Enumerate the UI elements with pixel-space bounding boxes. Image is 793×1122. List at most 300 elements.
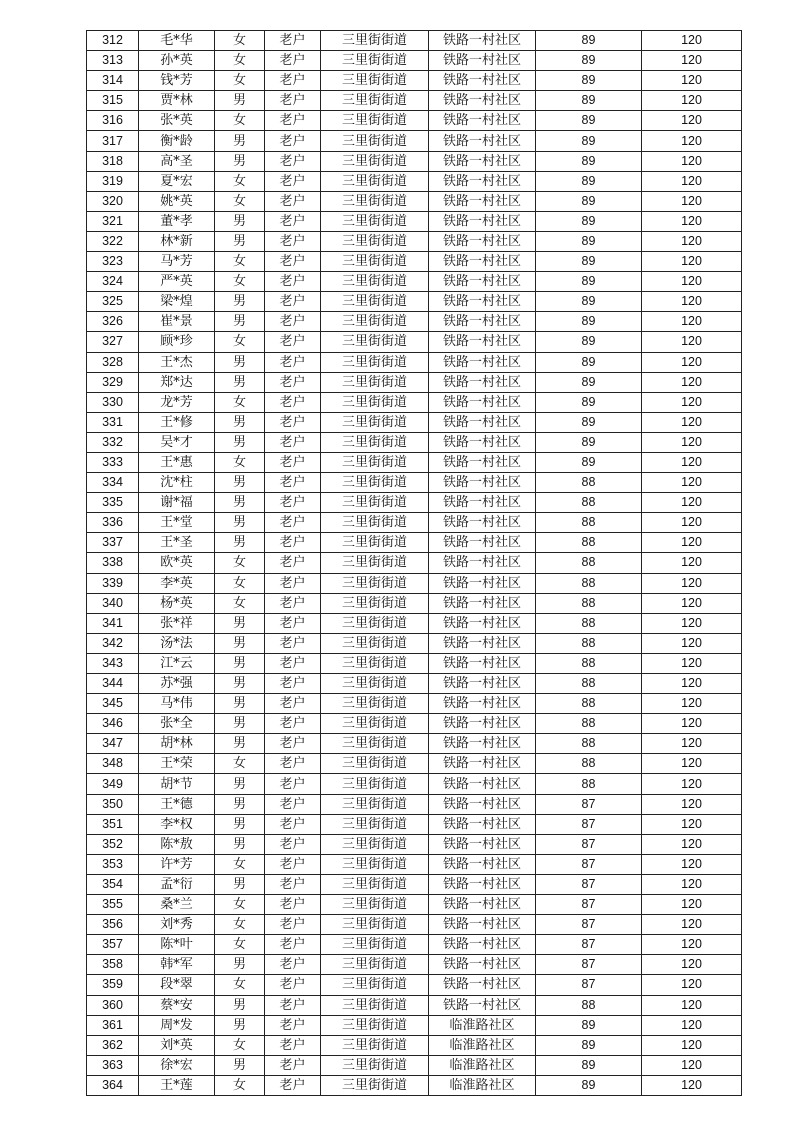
household-type-cell: 老户 [265,51,321,71]
community-cell: 铁路一村社区 [429,674,536,694]
street-cell: 三里街街道 [321,412,429,432]
street-cell: 三里街街道 [321,935,429,955]
age-cell: 89 [536,91,642,111]
amount-cell: 120 [642,834,742,854]
household-type-cell: 老户 [265,352,321,372]
seq-cell: 319 [87,171,139,191]
name-cell: 王*圣 [139,533,215,553]
seq-cell: 363 [87,1055,139,1075]
community-cell: 铁路一村社区 [429,814,536,834]
age-cell: 89 [536,1035,642,1055]
table-row [87,754,742,774]
table-row [87,432,742,452]
seq-cell: 348 [87,754,139,774]
age-cell: 89 [536,352,642,372]
street-cell: 三里街街道 [321,171,429,191]
gender-cell: 男 [215,292,265,312]
household-type-cell: 老户 [265,553,321,573]
household-type-cell: 老户 [265,854,321,874]
seq-cell: 318 [87,151,139,171]
seq-cell: 330 [87,392,139,412]
seq-cell: 324 [87,272,139,292]
community-cell: 铁路一村社区 [429,794,536,814]
amount-cell: 120 [642,935,742,955]
table-row [87,573,742,593]
household-type-cell: 老户 [265,292,321,312]
street-cell: 三里街街道 [321,111,429,131]
roster-table [86,30,742,1096]
name-cell: 段*翠 [139,975,215,995]
age-cell: 89 [536,231,642,251]
amount-cell: 120 [642,352,742,372]
amount-cell: 120 [642,653,742,673]
street-cell: 三里街街道 [321,573,429,593]
community-cell: 铁路一村社区 [429,854,536,874]
household-type-cell: 老户 [265,252,321,272]
street-cell: 三里街街道 [321,1035,429,1055]
seq-cell: 340 [87,593,139,613]
street-cell: 三里街街道 [321,834,429,854]
name-cell: 李*英 [139,573,215,593]
age-cell: 87 [536,794,642,814]
name-cell: 贾*林 [139,91,215,111]
gender-cell: 男 [215,774,265,794]
gender-cell: 女 [215,1075,265,1095]
community-cell: 临淮路社区 [429,1055,536,1075]
seq-cell: 362 [87,1035,139,1055]
table-body [87,31,742,1096]
community-cell: 铁路一村社区 [429,493,536,513]
amount-cell: 120 [642,1075,742,1095]
seq-cell: 352 [87,834,139,854]
age-cell: 89 [536,191,642,211]
table-row [87,1015,742,1035]
name-cell: 王*堂 [139,513,215,533]
name-cell: 梁*煌 [139,292,215,312]
name-cell: 陈*叶 [139,935,215,955]
table-row [87,633,742,653]
household-type-cell: 老户 [265,372,321,392]
household-type-cell: 老户 [265,493,321,513]
seq-cell: 316 [87,111,139,131]
gender-cell: 男 [215,412,265,432]
name-cell: 马*芳 [139,252,215,272]
amount-cell: 120 [642,252,742,272]
household-type-cell: 老户 [265,834,321,854]
table-row [87,452,742,472]
amount-cell: 120 [642,513,742,533]
household-type-cell: 老户 [265,231,321,251]
community-cell: 铁路一村社区 [429,573,536,593]
street-cell: 三里街街道 [321,653,429,673]
gender-cell: 女 [215,252,265,272]
table-row [87,392,742,412]
table-row [87,91,742,111]
table-row [87,854,742,874]
table-row [87,191,742,211]
community-cell: 铁路一村社区 [429,975,536,995]
household-type-cell: 老户 [265,171,321,191]
table-row [87,1035,742,1055]
amount-cell: 120 [642,211,742,231]
table-row [87,653,742,673]
name-cell: 欧*英 [139,553,215,573]
age-cell: 87 [536,915,642,935]
age-cell: 89 [536,312,642,332]
age-cell: 88 [536,473,642,493]
community-cell: 铁路一村社区 [429,272,536,292]
amount-cell: 120 [642,1055,742,1075]
name-cell: 高*圣 [139,151,215,171]
age-cell: 88 [536,613,642,633]
age-cell: 89 [536,272,642,292]
age-cell: 88 [536,674,642,694]
table-row [87,111,742,131]
community-cell: 铁路一村社区 [429,312,536,332]
community-cell: 铁路一村社区 [429,553,536,573]
street-cell: 三里街街道 [321,895,429,915]
amount-cell: 120 [642,1015,742,1035]
street-cell: 三里街街道 [321,754,429,774]
household-type-cell: 老户 [265,71,321,91]
street-cell: 三里街街道 [321,1075,429,1095]
gender-cell: 男 [215,995,265,1015]
community-cell: 铁路一村社区 [429,874,536,894]
name-cell: 张*祥 [139,613,215,633]
seq-cell: 332 [87,432,139,452]
age-cell: 87 [536,955,642,975]
table-row [87,714,742,734]
community-cell: 临淮路社区 [429,1015,536,1035]
seq-cell: 353 [87,854,139,874]
amount-cell: 120 [642,533,742,553]
community-cell: 临淮路社区 [429,1075,536,1095]
street-cell: 三里街街道 [321,533,429,553]
gender-cell: 男 [215,151,265,171]
seq-cell: 321 [87,211,139,231]
gender-cell: 男 [215,613,265,633]
gender-cell: 女 [215,111,265,131]
gender-cell: 女 [215,854,265,874]
name-cell: 谢*福 [139,493,215,513]
household-type-cell: 老户 [265,734,321,754]
gender-cell: 男 [215,834,265,854]
amount-cell: 120 [642,794,742,814]
table-row [87,151,742,171]
seq-cell: 355 [87,895,139,915]
age-cell: 89 [536,1015,642,1035]
gender-cell: 男 [215,814,265,834]
age-cell: 89 [536,292,642,312]
amount-cell: 120 [642,895,742,915]
name-cell: 杨*英 [139,593,215,613]
age-cell: 89 [536,131,642,151]
community-cell: 铁路一村社区 [429,131,536,151]
name-cell: 江*云 [139,653,215,673]
age-cell: 88 [536,493,642,513]
gender-cell: 男 [215,533,265,553]
name-cell: 徐*宏 [139,1055,215,1075]
age-cell: 87 [536,895,642,915]
seq-cell: 326 [87,312,139,332]
amount-cell: 120 [642,493,742,513]
seq-cell: 356 [87,915,139,935]
seq-cell: 343 [87,653,139,673]
street-cell: 三里街街道 [321,995,429,1015]
gender-cell: 女 [215,935,265,955]
community-cell: 铁路一村社区 [429,432,536,452]
household-type-cell: 老户 [265,975,321,995]
table-row [87,814,742,834]
gender-cell: 女 [215,915,265,935]
gender-cell: 男 [215,473,265,493]
table-row [87,553,742,573]
household-type-cell: 老户 [265,452,321,472]
table-row [87,1055,742,1075]
seq-cell: 334 [87,473,139,493]
street-cell: 三里街街道 [321,975,429,995]
name-cell: 王*修 [139,412,215,432]
seq-cell: 341 [87,613,139,633]
table-row [87,332,742,352]
table-row [87,794,742,814]
household-type-cell: 老户 [265,31,321,51]
name-cell: 郑*达 [139,372,215,392]
amount-cell: 120 [642,593,742,613]
age-cell: 88 [536,513,642,533]
household-type-cell: 老户 [265,794,321,814]
amount-cell: 120 [642,734,742,754]
household-type-cell: 老户 [265,1055,321,1075]
gender-cell: 男 [215,794,265,814]
gender-cell: 男 [215,1015,265,1035]
community-cell: 铁路一村社区 [429,231,536,251]
name-cell: 蔡*安 [139,995,215,1015]
amount-cell: 120 [642,91,742,111]
age-cell: 89 [536,252,642,272]
table-row [87,211,742,231]
age-cell: 88 [536,553,642,573]
seq-cell: 322 [87,231,139,251]
seq-cell: 350 [87,794,139,814]
gender-cell: 男 [215,493,265,513]
amount-cell: 120 [642,854,742,874]
household-type-cell: 老户 [265,272,321,292]
street-cell: 三里街街道 [321,694,429,714]
amount-cell: 120 [642,171,742,191]
gender-cell: 男 [215,312,265,332]
street-cell: 三里街街道 [321,352,429,372]
street-cell: 三里街街道 [321,513,429,533]
street-cell: 三里街街道 [321,392,429,412]
age-cell: 88 [536,694,642,714]
gender-cell: 女 [215,272,265,292]
age-cell: 89 [536,31,642,51]
household-type-cell: 老户 [265,473,321,493]
gender-cell: 女 [215,895,265,915]
community-cell: 铁路一村社区 [429,774,536,794]
community-cell: 临淮路社区 [429,1035,536,1055]
household-type-cell: 老户 [265,1035,321,1055]
gender-cell: 女 [215,593,265,613]
age-cell: 89 [536,332,642,352]
table-row [87,312,742,332]
amount-cell: 120 [642,332,742,352]
seq-cell: 342 [87,633,139,653]
name-cell: 刘*英 [139,1035,215,1055]
community-cell: 铁路一村社区 [429,91,536,111]
household-type-cell: 老户 [265,432,321,452]
name-cell: 张*英 [139,111,215,131]
seq-cell: 339 [87,573,139,593]
name-cell: 严*英 [139,272,215,292]
age-cell: 88 [536,533,642,553]
name-cell: 孟*衍 [139,874,215,894]
community-cell: 铁路一村社区 [429,211,536,231]
table-row [87,31,742,51]
gender-cell: 女 [215,573,265,593]
name-cell: 王*莲 [139,1075,215,1095]
amount-cell: 120 [642,191,742,211]
household-type-cell: 老户 [265,91,321,111]
seq-cell: 354 [87,874,139,894]
street-cell: 三里街街道 [321,372,429,392]
seq-cell: 315 [87,91,139,111]
amount-cell: 120 [642,633,742,653]
household-type-cell: 老户 [265,131,321,151]
gender-cell: 男 [215,131,265,151]
gender-cell: 男 [215,674,265,694]
gender-cell: 男 [215,372,265,392]
gender-cell: 男 [215,513,265,533]
street-cell: 三里街街道 [321,874,429,894]
street-cell: 三里街街道 [321,674,429,694]
household-type-cell: 老户 [265,995,321,1015]
seq-cell: 338 [87,553,139,573]
seq-cell: 347 [87,734,139,754]
seq-cell: 317 [87,131,139,151]
street-cell: 三里街街道 [321,151,429,171]
household-type-cell: 老户 [265,874,321,894]
community-cell: 铁路一村社区 [429,734,536,754]
table-row [87,895,742,915]
community-cell: 铁路一村社区 [429,613,536,633]
seq-cell: 359 [87,975,139,995]
household-type-cell: 老户 [265,935,321,955]
table-row [87,774,742,794]
amount-cell: 120 [642,473,742,493]
age-cell: 88 [536,633,642,653]
household-type-cell: 老户 [265,1015,321,1035]
seq-cell: 351 [87,814,139,834]
age-cell: 87 [536,874,642,894]
name-cell: 龙*芳 [139,392,215,412]
name-cell: 王*杰 [139,352,215,372]
table-row [87,1075,742,1095]
household-type-cell: 老户 [265,895,321,915]
seq-cell: 364 [87,1075,139,1095]
age-cell: 87 [536,834,642,854]
age-cell: 88 [536,774,642,794]
street-cell: 三里街街道 [321,131,429,151]
name-cell: 崔*景 [139,312,215,332]
amount-cell: 120 [642,272,742,292]
table-row [87,995,742,1015]
amount-cell: 120 [642,814,742,834]
seq-cell: 337 [87,533,139,553]
name-cell: 韩*军 [139,955,215,975]
street-cell: 三里街街道 [321,473,429,493]
seq-cell: 345 [87,694,139,714]
household-type-cell: 老户 [265,151,321,171]
seq-cell: 314 [87,71,139,91]
community-cell: 铁路一村社区 [429,51,536,71]
household-type-cell: 老户 [265,593,321,613]
gender-cell: 女 [215,191,265,211]
seq-cell: 361 [87,1015,139,1035]
seq-cell: 323 [87,252,139,272]
age-cell: 89 [536,151,642,171]
street-cell: 三里街街道 [321,71,429,91]
household-type-cell: 老户 [265,915,321,935]
amount-cell: 120 [642,392,742,412]
amount-cell: 120 [642,995,742,1015]
amount-cell: 120 [642,452,742,472]
gender-cell: 男 [215,231,265,251]
seq-cell: 336 [87,513,139,533]
gender-cell: 女 [215,332,265,352]
amount-cell: 120 [642,131,742,151]
table-row [87,372,742,392]
gender-cell: 男 [215,211,265,231]
age-cell: 87 [536,814,642,834]
name-cell: 董*孝 [139,211,215,231]
street-cell: 三里街街道 [321,211,429,231]
table-row [87,272,742,292]
amount-cell: 120 [642,111,742,131]
table-row [87,352,742,372]
community-cell: 铁路一村社区 [429,633,536,653]
name-cell: 王*惠 [139,452,215,472]
community-cell: 铁路一村社区 [429,995,536,1015]
household-type-cell: 老户 [265,533,321,553]
age-cell: 89 [536,71,642,91]
age-cell: 87 [536,975,642,995]
amount-cell: 120 [642,613,742,633]
age-cell: 89 [536,372,642,392]
seq-cell: 344 [87,674,139,694]
gender-cell: 男 [215,1055,265,1075]
household-type-cell: 老户 [265,412,321,432]
household-type-cell: 老户 [265,211,321,231]
seq-cell: 358 [87,955,139,975]
age-cell: 88 [536,995,642,1015]
street-cell: 三里街街道 [321,794,429,814]
seq-cell: 327 [87,332,139,352]
gender-cell: 男 [215,714,265,734]
street-cell: 三里街街道 [321,1015,429,1035]
name-cell: 胡*节 [139,774,215,794]
table-row [87,493,742,513]
amount-cell: 120 [642,412,742,432]
community-cell: 铁路一村社区 [429,955,536,975]
name-cell: 马*伟 [139,694,215,714]
street-cell: 三里街街道 [321,1055,429,1075]
age-cell: 88 [536,593,642,613]
seq-cell: 357 [87,935,139,955]
community-cell: 铁路一村社区 [429,252,536,272]
seq-cell: 329 [87,372,139,392]
